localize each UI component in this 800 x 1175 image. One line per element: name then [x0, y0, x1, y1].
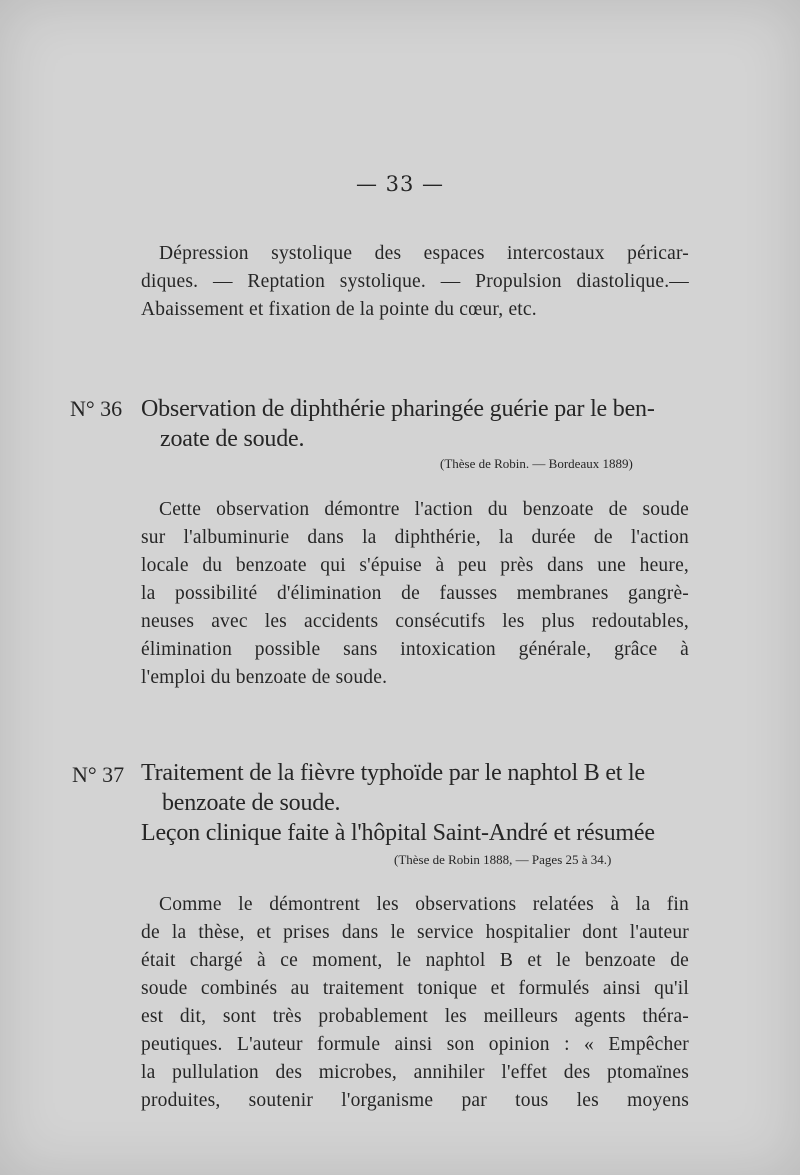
entry-title-37-line2: benzoate de soude. — [162, 790, 341, 816]
entry-title-36-line2: zoate de soude. — [160, 426, 305, 452]
body-line: était chargé à ce moment, le naphtol B et le benzoate de — [141, 950, 689, 971]
entry-title-36-line1: Observation de diphthérie pharingée guérie par le ben- — [141, 396, 655, 422]
body-line: locale du benzoate qui s'épuise à peu près dans une heure, — [141, 555, 689, 576]
citation-37: (Thèse de Robin 1888, — Pages 25 à 34.) — [394, 852, 612, 867]
body-line: l'emploi du benzoate de soude. — [141, 667, 388, 688]
body-line: Comme le démontrent les observations relatées à la fin — [159, 894, 689, 915]
entry-36-body — [141, 496, 689, 692]
body-line: sur l'albuminurie dans la diphthérie, la durée de l'action — [141, 527, 689, 548]
body-line: la pullulation des microbes, annihiler l'effet des ptomaïnes — [141, 1062, 689, 1083]
entry-number-37: N° 37 — [72, 762, 125, 787]
body-line: élimination possible sans intoxication générale, grâce à — [141, 639, 689, 660]
entry-title-37-line1: Traitement de la fièvre typhoïde par le naphtol B et le — [141, 760, 645, 786]
body-line: neuses avec les accidents consécutifs les plus redoutables, — [141, 611, 689, 632]
entry-title-37-line3: Leçon clinique faite à l'hôpital Saint-André et résumée — [141, 820, 655, 846]
intro-line: Abaissement et fixation de la pointe du cœur, etc. — [141, 299, 537, 320]
entry-number-36: N° 36 — [70, 396, 123, 421]
entry-37-body — [141, 891, 689, 1115]
intro-line: diques. — Reptation systolique. — Propulsion diastolique.— — [141, 271, 689, 292]
body-line: de la thèse, et prises dans le service hospitalier dont l'auteur — [141, 922, 689, 943]
body-line: la possibilité d'élimination de fausses membranes gangrè- — [141, 583, 689, 604]
intro-paragraph — [141, 240, 689, 324]
page-number: — 33 — — [355, 172, 445, 196]
body-line: peutiques. L'auteur formule ainsi son opinion : « Empêcher — [141, 1034, 689, 1055]
body-line: produites, soutenir l'organisme par tous les moyens — [141, 1090, 689, 1111]
body-line: est dit, sont très probablement les meilleurs agents théra- — [141, 1006, 689, 1027]
body-line: soude combinés au traitement tonique et formulés ainsi qu'il — [141, 978, 689, 999]
body-line: Cette observation démontre l'action du benzoate de soude — [159, 499, 689, 520]
intro-line: Dépression systolique des espaces intercostaux péricar- — [159, 243, 689, 264]
citation-36: (Thèse de Robin. — Bordeaux 1889) — [440, 456, 633, 471]
